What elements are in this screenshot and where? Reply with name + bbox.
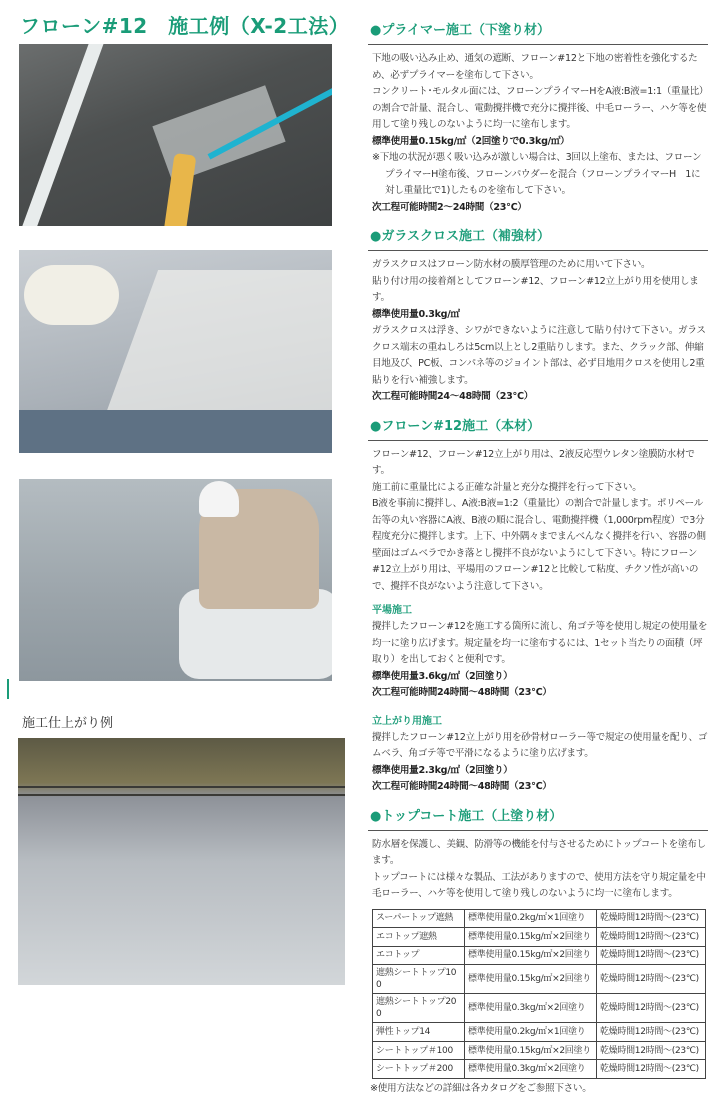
product-name-cell: 弾性トップ14 xyxy=(373,1023,465,1042)
section-heading: ●プライマー施工（下塗り材） xyxy=(368,22,708,45)
drying-time-cell: 乾燥時間12時間～(23℃) xyxy=(597,1041,706,1060)
page-title: フローン#12 施工例（X-2工法） xyxy=(20,14,350,38)
drying-time-cell: 乾燥時間12時間～(23℃) xyxy=(597,965,706,994)
table-row xyxy=(373,909,706,928)
instructions-column xyxy=(368,22,708,1110)
product-name-cell: 遮熱シートトップ100 xyxy=(373,965,465,994)
drying-time-cell: 乾燥時間12時間～(23℃) xyxy=(597,946,706,965)
product-name-cell: スーパートップ遮熱 xyxy=(373,909,465,928)
paragraph: 貼り付け用の接着剤としてフローン#12、フローン#12立上がり用を使用します。 xyxy=(372,275,699,303)
subheading-wall: 立上がり用施工 xyxy=(372,715,442,727)
section-heading: ●ガラスクロス施工（補強材） xyxy=(368,228,708,251)
section-heading: ●フローン#12施工（本材） xyxy=(368,418,708,441)
glass-cloth-section xyxy=(368,228,708,406)
usage-cell: 標準使用量0.15kg/㎡×2回塗り xyxy=(465,946,597,965)
table-row xyxy=(373,965,706,994)
table-row xyxy=(373,1060,706,1079)
next-step-time: 次工程可能時間24～48時間（23℃） xyxy=(372,391,534,402)
product-name-cell: シートトップ＃200 xyxy=(373,1060,465,1079)
usage-amount: 標準使用量3.6kg/㎡（2回塗り） xyxy=(372,670,513,682)
usage-cell: 標準使用量0.15kg/㎡×2回塗り xyxy=(465,928,597,947)
usage-cell: 標準使用量0.15kg/㎡×2回塗り xyxy=(465,965,597,994)
footnote: ※使用方法などの詳細は各カタログをご参照下さい。 xyxy=(370,1083,592,1095)
paragraph: 施工前に重量比による正確な計量と充分な攪拌を行って下さい。 xyxy=(372,481,642,493)
drying-time-cell: 乾燥時間12時間～(23℃) xyxy=(597,909,706,928)
paragraph: コンクリート･モルタル面には、フローンプライマーHをA液:B液=1:1（重量比）の割合で計量、混合し、電動攪拌機で充分に攪拌後、中毛ローラー、ハケ等を使用して塗り残しのないように均一に塗布します。 xyxy=(372,86,707,130)
next-step-time: 次工程可能時間24時間～48時間（23℃） xyxy=(372,781,552,792)
drying-time-cell: 乾燥時間12時間～(23℃) xyxy=(597,1023,706,1042)
table-row xyxy=(373,1041,706,1060)
paragraph: トップコートには様々な製品、工法がありますので、使用方法を守り規定量を中毛ローラー、ハケ等を使用して塗り残しのないように均一に塗布します。 xyxy=(372,871,706,899)
table-row xyxy=(373,946,706,965)
drying-time-cell: 乾燥時間12時間～(23℃) xyxy=(597,994,706,1023)
usage-amount: 標準使用量0.15kg/㎡（2回塗りで0.3kg/㎡） xyxy=(372,135,570,147)
paragraph: フローン#12、フローン#12立上がり用は、2液反応型ウレタン塗膜防水材です。 xyxy=(372,448,695,476)
product-name-cell: シートトップ＃100 xyxy=(373,1041,465,1060)
usage-cell: 標準使用量0.3kg/㎡×2回塗り xyxy=(465,1060,597,1079)
product-name-cell: エコトップ xyxy=(373,946,465,965)
paragraph: 防水層を保護し、美観、防滑等の機能を付与させるためにトップコートを塗布します。 xyxy=(372,838,706,866)
main-material-section xyxy=(368,418,708,796)
note: ※下地の状況が悪く吸い込みが激しい場合は、3回以上塗布、または、フローンプライマーH塗布後、フローンパウダーを混合（フローンプライマーH 1に対し重量比で1)したものを塗布して下さい。 xyxy=(372,152,702,196)
product-name-cell: エコトップ遮熱 xyxy=(373,928,465,947)
usage-amount: 標準使用量0.3kg/㎡ xyxy=(372,308,460,320)
finish-example-caption: 施工仕上がり例 xyxy=(22,716,114,731)
topcoat-section xyxy=(368,808,708,1098)
paragraph: ガラスクロスはフローン防水材の膜厚管理のために用いて下さい。 xyxy=(372,259,651,270)
usage-amount: 標準使用量2.3kg/㎡（2回塗り） xyxy=(372,764,513,776)
paragraph: 下地の吸い込み止め、通気の遮断、フローン#12と下地の密着性を強化するため、必ずプライマーを塗布して下さい。 xyxy=(372,53,698,81)
subheading-flat: 平場施工 xyxy=(372,605,412,616)
paragraph: 攪拌したフローン#12を施工する箇所に流し、角ゴテ等を使用し規定の使用量を均一に塗り広げます。規定量を均一に塗布するには、1セット当たりの面積（坪取り）を出しておくと便利です。 xyxy=(372,621,708,665)
drying-time-cell: 乾燥時間12時間～(23℃) xyxy=(597,1060,706,1079)
usage-cell: 標準使用量0.15kg/㎡×2回塗り xyxy=(465,1041,597,1060)
next-step-time: 次工程可能時間24時間～48時間（23℃） xyxy=(372,687,552,698)
usage-cell: 標準使用量0.3kg/㎡×2回塗り xyxy=(465,994,597,1023)
next-step-time: 次工程可能時間2～24時間（23℃） xyxy=(372,201,527,213)
usage-cell: 標準使用量0.2kg/㎡×1回塗り xyxy=(465,1023,597,1042)
paragraph: ガラスクロスは浮き、シワができないように注意して貼り付けて下さい。ガラスクロス端末の重ねしろは5cm以上とし2重貼りします。また、クラック部、伸縮目地及び、PC板、コンパネ等のジョイント部は、必ず目地用クロスを使用し2重貼りを行い補強します。 xyxy=(372,325,706,386)
floon12-troweling-photo xyxy=(19,479,332,681)
table-row xyxy=(373,994,706,1023)
paragraph: 攪拌したフローン#12立上がり用を砂骨材ローラー等で規定の使用量を配り、ゴムベラ、角ゴテ等で平滑になるように塗り広げます。 xyxy=(372,731,708,759)
product-name-cell: 遮熱シートトップ200 xyxy=(373,994,465,1023)
topcoat-table xyxy=(372,909,706,1080)
table-row xyxy=(373,1023,706,1042)
primer-application-photo xyxy=(19,44,332,226)
finished-roof-photo xyxy=(18,738,345,985)
accent-bar xyxy=(7,679,9,699)
usage-cell: 標準使用量0.2kg/㎡×1回塗り xyxy=(465,909,597,928)
section-heading: ●トップコート施工（上塗り材） xyxy=(368,808,708,831)
glass-cloth-application-photo xyxy=(19,250,332,453)
paragraph: B液を事前に攪拌し、A液:B液=1:2（重量比）の割合で計量します。ポリペール缶等の丸い容器にA液、B液の順に混合し、電動攪拌機（1,000rpm程度）で3分程度充分に攪拌します。上下、中外隅々までまんべんなく攪拌を行い、容器の側壁面はゴムベラでかき落とし攪拌不良がないようにして下さい。特にフローン#12立上がり用は、平場用のフローン#12と比較して粘度、チクソ性が高いので、攪拌不良がないよう注意して下さい。 xyxy=(372,498,706,592)
table-row xyxy=(373,928,706,947)
drying-time-cell: 乾燥時間12時間～(23℃) xyxy=(597,928,706,947)
primer-section xyxy=(368,22,708,216)
